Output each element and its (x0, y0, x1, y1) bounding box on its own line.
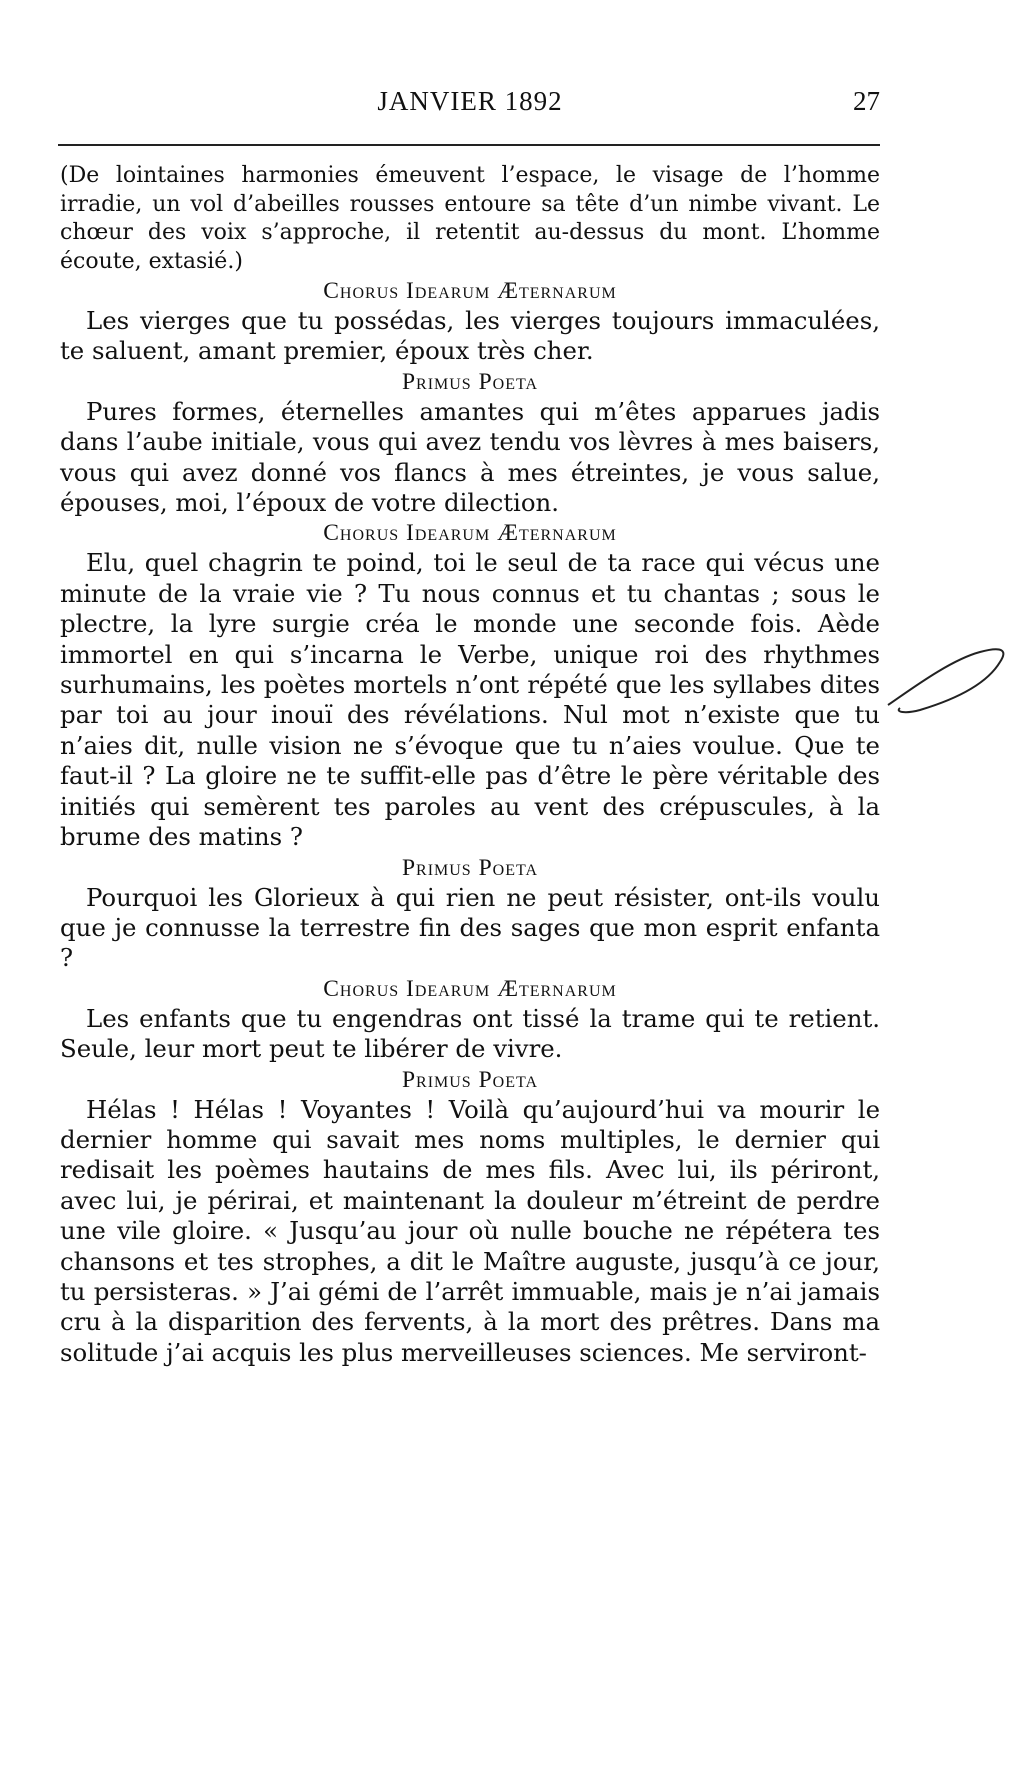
speaker-heading: Primus Poeta (401, 368, 539, 395)
stage-direction: (De lointaines harmonies émeuvent l’espace, le visage de l’homme irradie, un vol d’abeilles rousses entoure sa tête d’un nimbe vivant. Le chœur des voix s’approche, il retentit au-dessus du mont. L’homme écoute, extasié.) (60, 163, 880, 274)
speaker-heading: Chorus Idearum Æternarum (323, 520, 617, 547)
speech-paragraph: Pourquoi les Glorieux à qui rien ne peut résister, ont-ils voulu que je connusse la terrestre fin des sages que mon esprit enfanta ? (60, 882, 880, 973)
body-text (60, 162, 880, 1368)
speech-paragraph: Pures formes, éternelles amantes qui m’êtes apparues jadis dans l’aube initiale, vous qui avez tendu vos lèvres à mes baisers, vous qui avez donné vos flancs à mes étreintes, je vous salue, épouses, moi, l’époux de votre dilection. (60, 396, 880, 518)
running-head (60, 86, 880, 126)
handwritten-margin-mark (880, 640, 1010, 740)
page-number: 27 (853, 86, 880, 116)
header-rule (58, 144, 880, 146)
speaker-heading: Chorus Idearum Æternarum (323, 975, 617, 1002)
running-title: JANVIER 1892 (377, 86, 563, 116)
speech-paragraph: Les enfants que tu engendras ont tissé la trame qui te retient. Seule, leur mort peut te libérer de vivre. (60, 1003, 880, 1064)
speaker-heading: Primus Poeta (401, 1066, 539, 1093)
speech-paragraph: Hélas ! Hélas ! Voyantes ! Voilà qu’aujourd’hui va mourir le dernier homme qui savait mes noms multiples, le dernier qui redisait les poèmes hautains de mes fils. Avec lui, ils périront, avec lui, je périrai, et maintenant la douleur m’étreint de perdre une vile gloire. « Jusqu’au jour où nulle bouche ne répétera tes chansons et tes strophes, a dit le Maître auguste, jusqu’à ce jour, tu persisteras. » J’ai gémi de l’arrêt immuable, mais je n’ai jamais cru à la disparition des fervents, à la mort des prêtres. Dans ma solitude j’ai acquis les plus merveilleuses sciences. Me serviront- (60, 1094, 880, 1367)
speaker-heading: Primus Poeta (401, 854, 539, 881)
speech-paragraph: Elu, quel chagrin te poind, toi le seul de ta race qui vécus une minute de la vraie vie ? Tu nous connus et tu chantas ; sous le plectre, la lyre surgie créa le monde une seconde fois. Aède immortel en qui s’incarna le Verbe, unique roi des rhythmes surhumains, les poètes mortels n’ont répété que les syllabes dites par toi au jour inouï des révélations. Nul mot n’existe que tu n’aies dit, nulle vision ne s’évoque que tu n’aies voulue. Que te faut-il ? La gloire ne te suffit-elle pas d’être le père véritable des initiés qui semèrent tes paroles au vent des crépuscules, à la brume des matins ? (60, 548, 880, 852)
speaker-heading: Chorus Idearum Æternarum (323, 278, 617, 304)
speech-paragraph: Les vierges que tu possédas, les vierges toujours immaculées, te saluent, amant premier, époux très cher. (60, 306, 880, 366)
